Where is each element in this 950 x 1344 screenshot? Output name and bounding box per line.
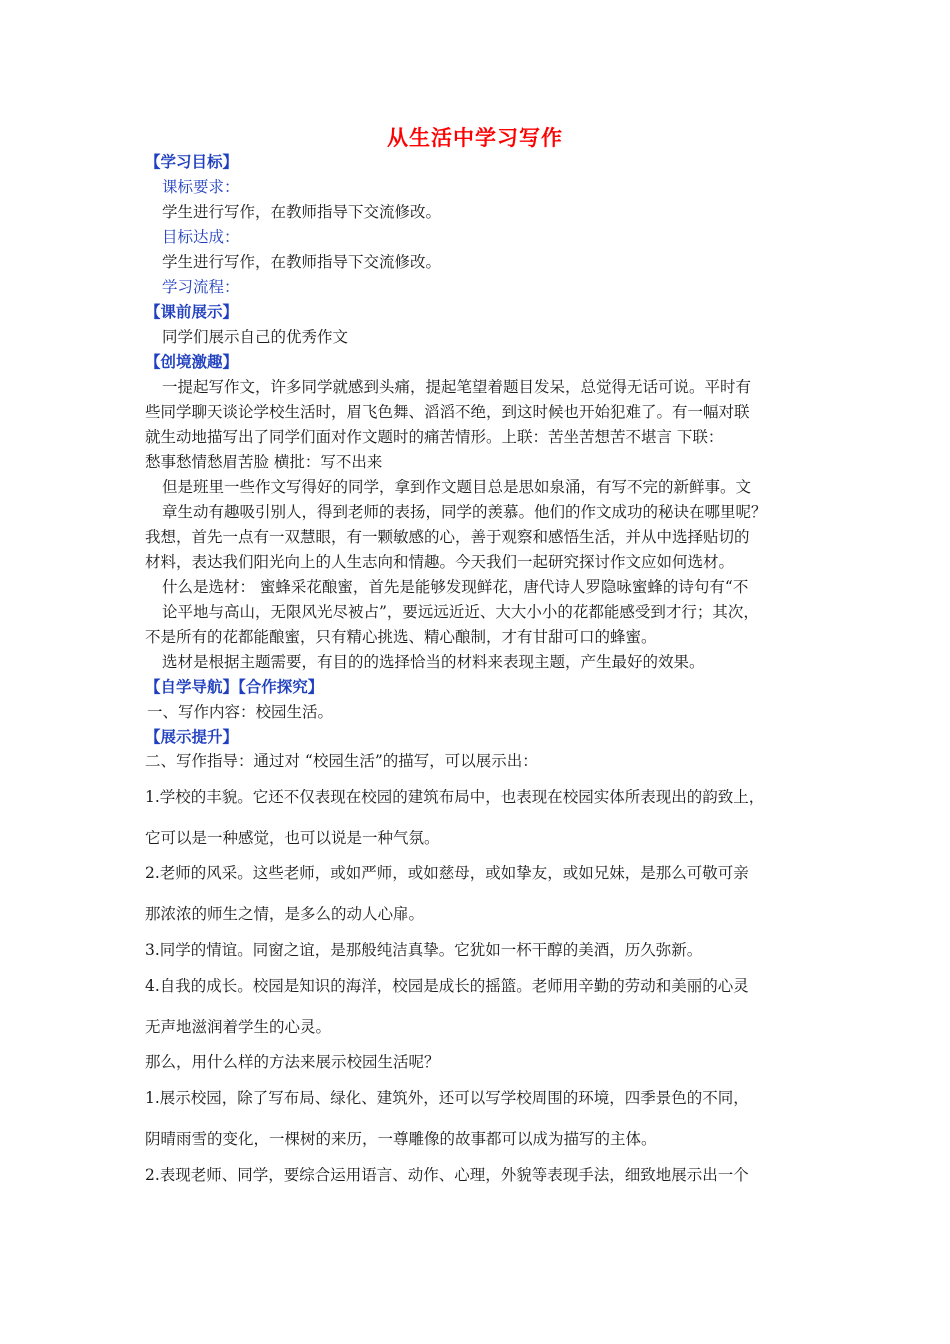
text-curriculum-requirement: 学生进行写作，在教师指导下交流修改。 [162, 203, 442, 221]
heading-context-interest: 【创境激趣】 [145, 352, 239, 371]
label-curriculum-requirement: 课标要求： [162, 178, 240, 196]
context-line: 愁事愁情愁眉苦脸 横批：写不出来 [145, 453, 383, 471]
guide-line: 那浓浓的师生之情，是多么的动人心扉。 [145, 905, 425, 923]
context-line: 些同学聊天谈论学校生活时，眉飞色舞、滔滔不绝，到这时候也开始犯难了。有一幅对联 [145, 403, 750, 421]
context-line: 一提起写作文，许多同学就感到头痛，提起笔望着题目发呆，总觉得无话可说。平时有 [162, 378, 752, 396]
guide-line: 3.同学的情谊。同窗之谊，是那般纯洁真挚。它犹如一杯干醇的美酒，历久弥新。 [145, 941, 703, 959]
guide-line: 1.学校的丰貌。它还不仅表现在校园的建筑布局中，也表现在校园实体所表现出的韵致上， [145, 788, 765, 806]
guide-line: 二、写作指导：通过对 “校园生活”的描写，可以展示出： [145, 752, 538, 770]
heading-self-study-cooperation: 【自学导航】【合作探究】 [145, 677, 324, 696]
text-goal-achievement: 学生进行写作，在教师指导下交流修改。 [162, 253, 442, 271]
guide-line: 2.老师的风采。这些老师，或如严师，或如慈母，或如挚友，或如兄妹，是那么可敬可亲 [145, 864, 749, 882]
context-line: 我想，首先一点有一双慧眼，有一颗敏感的心，善于观察和感悟生活，并从中选择贴切的 [145, 528, 750, 546]
heading-display-improve: 【展示提升】 [145, 727, 239, 746]
page-title: 从生活中学习写作 [387, 126, 563, 150]
text-pre-class-display: 同学们展示自己的优秀作文 [162, 328, 349, 346]
context-line: 选材是根据主题需要，有目的的选择恰当的材料来表现主题，产生最好的效果。 [162, 653, 705, 671]
heading-learning-goals: 【学习目标】 [145, 152, 239, 171]
guide-line: 阴晴雨雪的变化，一棵树的来历，一尊雕像的故事都可以成为描写的主体。 [145, 1130, 657, 1148]
guide-line: 它可以是一种感觉，也可以说是一种气氛。 [145, 829, 440, 847]
guide-line: 4.自我的成长。校园是知识的海洋，校园是成长的摇篮。老师用辛勤的劳动和美丽的心灵 [145, 977, 749, 995]
guide-line: 那么，用什么样的方法来展示校园生活呢？ [145, 1053, 440, 1071]
label-learning-process: 学习流程： [162, 278, 240, 296]
context-line: 论平地与高山，无限风光尽被占”，要远远近近、大大小小的花都能感受到才行；其次， [162, 603, 759, 621]
context-line: 但是班里一些作文写得好的同学，拿到作文题目总是思如泉涌，有写不完的新鲜事。文 [162, 478, 752, 496]
guide-line: 1.展示校园，除了写布局、绿化、建筑外，还可以写学校周围的环境，四季景色的不同， [145, 1089, 749, 1107]
context-line: 材料，表达我们阳光向上的人生志向和情趣。今天我们一起研究探讨作文应如何选材。 [145, 553, 735, 571]
guide-line: 无声地滋润着学生的心灵。 [145, 1018, 332, 1036]
guide-line: 2.表现老师、同学，要综合运用语言、动作、心理，外貌等表现手法，细致地展示出一个 [145, 1166, 749, 1184]
heading-pre-class-display: 【课前展示】 [145, 302, 239, 321]
label-goal-achievement: 目标达成： [162, 228, 240, 246]
context-line: 就生动地描写出了同学们面对作文题时的痛苦情形。上联：苦坐苦想苦不堪言 下联： [145, 428, 724, 446]
context-line: 不是所有的花都能酿蜜，只有精心挑选、精心酿制，才有甘甜可口的蜂蜜。 [145, 628, 657, 646]
context-line: 什么是选材： 蜜蜂采花酿蜜，首先是能够发现鲜花，唐代诗人罗隐咏蜜蜂的诗句有“不 [162, 578, 749, 596]
text-writing-content: 一、写作内容：校园生活。 [147, 703, 334, 721]
context-line: 章生动有趣吸引别人，得到老师的表扬，同学的羡慕。他们的作文成功的秘诀在哪里呢？ [162, 503, 767, 521]
